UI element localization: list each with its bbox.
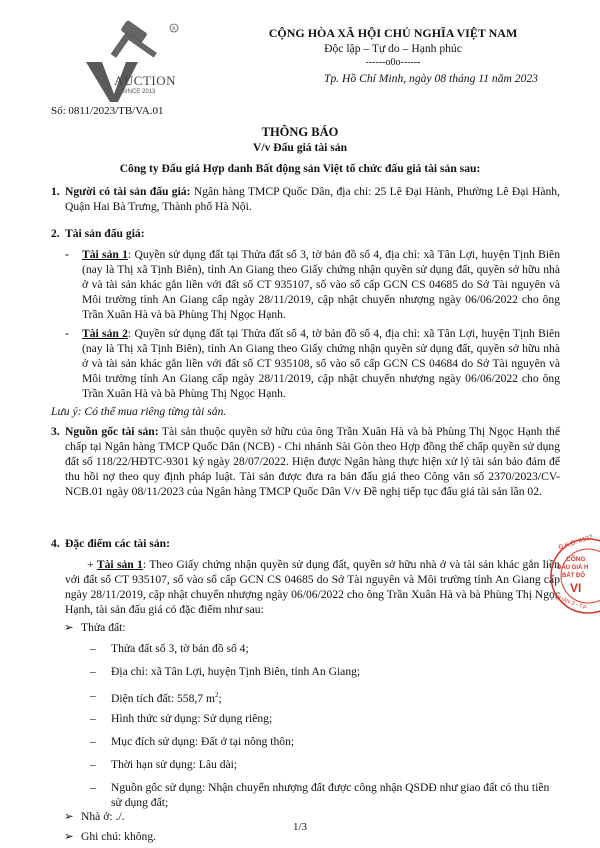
section-4-number: 4.	[51, 537, 60, 550]
asset-2-description	[82, 326, 560, 401]
land-area-text: Diện tích đất: 558,7 m	[111, 691, 216, 705]
dash-7: –	[90, 781, 96, 794]
purchase-note: Lưu ý: Có thể mua riêng từng tài sản.	[51, 405, 227, 418]
land-heading: Thửa đất:	[81, 621, 126, 634]
document-subtitle: V/v Đấu giá tài sản	[252, 141, 348, 154]
land-item-5: Thời hạn sử dụng: Lâu dài;	[111, 758, 238, 771]
section-3-body: Tài sản thuộc quyền sở hữu của ông Trần Xuân Hà và bà Phùng Thị Ngọc Hạnh thế chấp tại Ngân hàng TMCP Quốc Dân (NCB) - Chi nhánh Sài Gòn theo Hợp đồng thế chấp quyền sử dụng đất số 118/22/HĐTC-9301 ký ngày 28/07/2022. Hiện được Ngân hàng thực hiện xử lý tài sản bảo đảm để thu hồi nợ theo quy định pháp luật. Tài sản được đưa ra bán đấu giá theo Công văn số 2370/2023/CV-NCB.01 ngày 08/11/2023 của Ngân hàng TMCP Quốc Dân V/v Đề nghị tiếp tục đấu giá tài sản lần 02.	[65, 425, 561, 498]
section-2-heading: Tài sản đấu giá:	[65, 227, 145, 240]
land-item-6: Nguồn gốc sử dụng: Nhận chuyển nhượng đất được công nhận QSDĐ như giao đất có thu tiền sử dụng đất;	[111, 781, 550, 809]
dash-1: –	[90, 642, 96, 655]
section-2-number: 2.	[51, 227, 60, 240]
section-4-heading: Đặc điểm các tài sản:	[65, 537, 170, 550]
national-motto: Độc lập – Tự do – Hạnh phúc	[324, 42, 462, 55]
section-1-number: 1.	[51, 185, 60, 198]
stamp-ring-bottom: QUẬN 3 - T.P	[553, 594, 588, 612]
section-1-heading: Người có tài sản đấu giá:	[65, 185, 191, 198]
dash-5: –	[90, 735, 96, 748]
asset-1-bullet: -	[65, 248, 69, 261]
logo-brand: AUCTION	[114, 73, 176, 88]
asset-1-label: Tài sản 1	[82, 248, 128, 261]
stamp-ring-top: Đ.K.D: 4102	[557, 533, 594, 552]
note-line: Ghi chú: không.	[81, 830, 157, 843]
company-logo	[78, 18, 186, 102]
asset-2-bullet: -	[65, 327, 69, 340]
document-title: THÔNG BÁO	[261, 125, 339, 139]
section-1	[65, 184, 560, 214]
land-area	[111, 688, 222, 706]
land-area-sup: 2	[215, 691, 219, 699]
stamp-line-4: VI	[570, 581, 582, 595]
section-3	[65, 424, 560, 499]
document-number: Số: 0811/2023/TB/VA.01	[51, 105, 164, 117]
land-item-4: Mục đích sử dụng: Đất ở tại nông thôn;	[111, 735, 295, 748]
stamp-line-1: CÔNG	[566, 556, 586, 563]
land-arrow: ➢	[64, 621, 74, 634]
land-item-2: Địa chỉ: xã Tân Lợi, huyện Tịnh Biên, tỉnh An Giang;	[111, 665, 361, 678]
section-3-number: 3.	[51, 425, 60, 438]
land-item-3: Hình thức sử dụng: Sử dụng riêng;	[111, 712, 273, 725]
asset-1-text: : Quyền sử dụng đất tại Thửa đất số 3, tờ bản đồ số 4, địa chỉ: xã Tân Lợi, huyện Tịnh Biên (nay là Thị xã Tịnh Biên), tỉnh An Giang theo Giấy chứng nhận quyền sử dụng đất, quyền sở hữu nhà ở và tài sản khác gắn liền với đất số CT 935107, số vào sổ cấp GCN CS 04685 do Sở Tài nguyên và Môi trường tỉnh An Giang cấp ngày 28/11/2019, cập nhật chuyển nhượng ngày 06/06/2022 cho ông Trần Xuân Hà và bà Phùng Thị Ngọc Hạnh.	[82, 248, 560, 321]
asset-1-description	[82, 247, 560, 322]
land-item-1: Thửa đất số 3, tờ bản đồ số 4;	[111, 642, 249, 655]
section-4-lead	[65, 557, 560, 617]
asset-2-label: Tài sản 2	[82, 327, 128, 340]
header-separator: ------o0o------	[365, 57, 421, 68]
page-number: 1/3	[292, 821, 308, 833]
logo-tagline: SINCE 2013	[122, 89, 156, 95]
section-4-asset-text: : Theo Giấy chứng nhận quyền sử dụng đất, quyền sở hữu nhà ở và tài sản khác gắn liền với đất số CT 935107, số vào sổ cấp GCN CS 04685 do Sở Tài nguyên và Môi trường tỉnh An Giang cấp ngày 28/11/2019, cập nhật chuyển nhượng ngày 06/06/2022 cho ông Trần Xuân Hà và bà Phùng Thị Ngọc Hạnh, tài sản đấu giá có đặc điểm như sau:	[65, 558, 560, 616]
dash-2: –	[90, 665, 96, 678]
stamp-line-3: BẤT ĐỘ	[562, 573, 585, 579]
land-area-end: ;	[218, 691, 222, 705]
place-date: Tp. Hồ Chí Minh, ngày 08 tháng 11 năm 2023	[324, 72, 538, 85]
dash-6: –	[90, 758, 96, 771]
note-arrow: ➢	[64, 830, 74, 843]
intro-line: Công ty Đấu giá Hợp danh Bất động sản Việt tổ chức đấu giá tài sản sau:	[119, 162, 481, 175]
section-4-asset-label: Tài sản 1	[96, 558, 143, 571]
company-stamp	[548, 533, 600, 616]
dash-3: –	[90, 689, 96, 702]
section-1-body: Ngân hàng TMCP Quốc Dân, địa chỉ: 25 Lê Đại Hành, Phường Lê Đại Hành, Quận Hai Bà Trưng, Thành phố Hà Nội.	[65, 185, 560, 213]
section-3-heading: Nguồn gốc tài sản:	[65, 425, 159, 438]
svg-text:R: R	[172, 26, 176, 33]
national-title: CỘNG HÒA XÃ HỘI CHỦ NGHĨA VIỆT NAM	[268, 26, 518, 40]
house-line: Nhà ở: ./.	[81, 810, 125, 823]
asset-2-text: : Quyền sử dụng đất tại Thửa đất số 4, tờ bản đồ số 4, địa chỉ: xã Tân Lợi, huyện Tịnh Biên (nay là Thị xã Tịnh Biên), tỉnh An Giang theo Giấy chứng nhận quyền sử dụng đất, quyền sở hữu nhà ở và tài sản khác gắn liền với đất số CT 935108, số vào sổ cấp GCN CS 04684 do Sở Tài nguyên và Môi trường tỉnh An Giang cấp ngày 28/11/2019, cập nhật chuyển nhượng ngày 06/06/2022 cho ông Trần Xuân Hà và bà Phùng Thị Ngọc Hạnh.	[82, 327, 560, 400]
house-arrow: ➢	[64, 810, 74, 823]
stamp-line-2: ĐẤU GIÁ H	[557, 565, 589, 571]
dash-4: –	[90, 712, 96, 725]
plus-bullet: +	[87, 558, 94, 571]
